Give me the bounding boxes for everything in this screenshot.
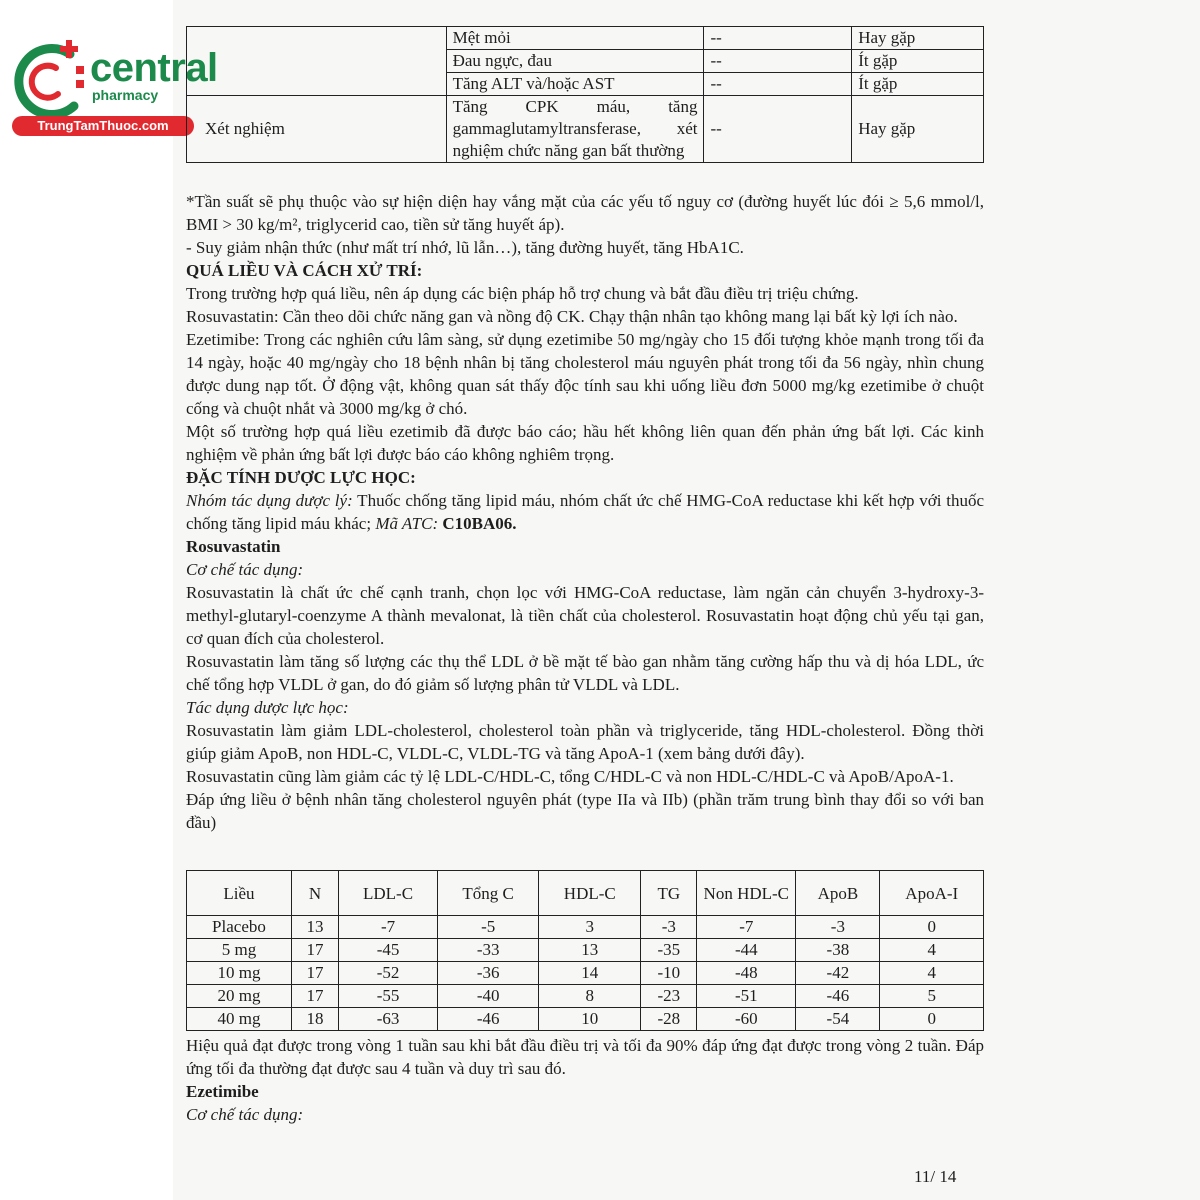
table-cell: 0 <box>880 1008 984 1031</box>
value-cell: -- <box>704 73 852 96</box>
atc-code: C10BA06. <box>438 514 517 533</box>
table-cell: 4 <box>880 962 984 985</box>
effect-cell: Mệt mỏi <box>446 27 704 50</box>
table-cell: -28 <box>641 1008 697 1031</box>
table-cell: 0 <box>880 916 984 939</box>
table-row <box>187 985 984 1008</box>
table-cell: -48 <box>697 962 796 985</box>
column-header: ApoA-I <box>880 871 984 916</box>
column-header: Non HDL-C <box>697 871 796 916</box>
table-cell: 4 <box>880 939 984 962</box>
table-cell: -44 <box>697 939 796 962</box>
group-cell: Xét nghiệm <box>187 96 447 163</box>
table-cell: -46 <box>438 1008 539 1031</box>
table-cell: -3 <box>641 916 697 939</box>
effect-cell: Đau ngực, đau <box>446 50 704 73</box>
table-cell: 18 <box>291 1008 338 1031</box>
pharmacological-group <box>186 489 984 535</box>
table-cell: 14 <box>539 962 641 985</box>
table-cell: -5 <box>438 916 539 939</box>
table-cell: -7 <box>339 916 438 939</box>
table-cell: -52 <box>339 962 438 985</box>
table-cell: 13 <box>291 916 338 939</box>
table-cell: 5 <box>880 985 984 1008</box>
mechanism-label: Cơ chế tác dụng: <box>186 1105 304 1124</box>
group-label: Nhóm tác dụng dược lý: <box>186 491 353 510</box>
value-cell: -- <box>704 96 852 163</box>
frequency-cell: Hay gặp <box>852 27 984 50</box>
table-row <box>187 939 984 962</box>
value-cell: -- <box>704 27 852 50</box>
frequency-cell: Ít gặp <box>852 50 984 73</box>
group-text: Thuốc chống tăng lipid máu, nhóm chất ức chế HMG-CoA reductase khi kết hợp với thuốc chống tăng lipid máu khác; <box>186 491 984 533</box>
footnote-cognitive: - Suy giảm nhận thức (như mất trí nhớ, lũ lẫn…), tăng đường huyết, tăng HbA1C. <box>186 238 744 257</box>
table-cell: -46 <box>796 985 880 1008</box>
overdose-paragraph: Rosuvastatin: Cần theo dõi chức năng gan và nồng độ CK. Chạy thận nhân tạo không mang lại bất kỳ lợi ích nào. <box>186 307 958 326</box>
table-cell: -7 <box>697 916 796 939</box>
ezetimibe-title: Ezetimibe <box>186 1082 259 1101</box>
column-header: TG <box>641 871 697 916</box>
table-cell: Placebo <box>187 916 292 939</box>
table-cell: 40 mg <box>187 1008 292 1031</box>
overdose-paragraph: Một số trường hợp quá liều ezetimib đã được báo cáo; hầu hết không liên quan đến phản ứng bất lợi. Các kinh nghiệm về phản ứng bất lợi được báo cáo không nghiêm trọng. <box>186 422 984 464</box>
table-cell: 17 <box>291 985 338 1008</box>
table-cell: -54 <box>796 1008 880 1031</box>
mechanism-paragraph: Rosuvastatin làm tăng số lượng các thụ thể LDL ở bề mặt tế bào gan nhằm tăng cường hấp thu và dị hóa LDL, ức chế tổng hợp VLDL ở gan, do đó giảm số lượng phân tử VLDL và LDL. <box>186 652 984 694</box>
column-header: Liều <box>187 871 292 916</box>
side-effects-table <box>186 26 984 163</box>
column-header: LDL-C <box>339 871 438 916</box>
overdose-heading: QUÁ LIỀU VÀ CÁCH XỬ TRÍ: <box>186 261 423 280</box>
table-cell: 8 <box>539 985 641 1008</box>
effect-cell: Tăng ALT và/hoặc AST <box>446 73 704 96</box>
table-cell: 17 <box>291 939 338 962</box>
table-cell: -3 <box>796 916 880 939</box>
value-cell: -- <box>704 50 852 73</box>
effect-cell: Tăng CPK máu, tăng gammaglutamyltransferase, xét nghiệm chức năng gan bất thường <box>446 96 704 163</box>
table-cell: -40 <box>438 985 539 1008</box>
table-cell: -63 <box>339 1008 438 1031</box>
mechanism-label: Cơ chế tác dụng: <box>186 560 304 579</box>
table-cell: -23 <box>641 985 697 1008</box>
table-cell: 17 <box>291 962 338 985</box>
column-header: Tổng C <box>438 871 539 916</box>
table-cell: -38 <box>796 939 880 962</box>
overdose-paragraph: Trong trường hợp quá liều, nên áp dụng các biện pháp hỗ trợ chung và bắt đầu điều trị triệu chứng. <box>186 284 859 303</box>
table-cell: -42 <box>796 962 880 985</box>
table-cell: -45 <box>339 939 438 962</box>
table-cell: 10 <box>539 1008 641 1031</box>
page-number: 11/ 14 <box>914 1167 957 1186</box>
dose-table-body <box>187 916 984 1031</box>
table-cell: -10 <box>641 962 697 985</box>
mechanism-paragraph: Rosuvastatin là chất ức chế cạnh tranh, chọn lọc với HMG-CoA reductase, làm ngăn cản chuyển 3-hydroxy-3-methyl-glutaryl-coenzyme A thành mevalonat, là tiền chất của cholesterol. Rosuvastatin hoạt động chủ yếu tại gan, cơ quan đích của cholesterol. <box>186 583 984 648</box>
table-cell: -55 <box>339 985 438 1008</box>
column-header: N <box>291 871 338 916</box>
rosuvastatin-title: Rosuvastatin <box>186 537 281 556</box>
document-body <box>186 190 984 834</box>
dose-response-caption: Đáp ứng liều ở bệnh nhân tăng cholesterol nguyên phát (type IIa và IIb) (phần trăm trung bình thay đổi so với ban đầu) <box>186 790 984 832</box>
pharmacodynamic-label: Tác dụng dược lực học: <box>186 698 349 717</box>
table-header-row <box>187 871 984 916</box>
pharmacodynamic-paragraph: Rosuvastatin làm giảm LDL-cholesterol, cholesterol toàn phần và triglyceride, tăng HDL-cholesterol. Đồng thời giúp giảm ApoB, non HDL-C, VLDL-C, VLDL-TG và tăng ApoA-1 (xem bảng dưới đây). <box>186 721 984 763</box>
table-cell: 5 mg <box>187 939 292 962</box>
table-row <box>187 916 984 939</box>
table-row <box>187 27 984 50</box>
frequency-cell: Ít gặp <box>852 73 984 96</box>
table-cell: 3 <box>539 916 641 939</box>
document-body-end <box>186 1034 984 1126</box>
logo-subtitle: pharmacy <box>92 87 159 103</box>
pharmacodynamics-heading: ĐẶC TÍNH DƯỢC LỰC HỌC: <box>186 468 416 487</box>
logo-brand: central <box>90 46 218 90</box>
table-row <box>187 962 984 985</box>
column-header: HDL-C <box>539 871 641 916</box>
pharmacodynamic-paragraph: Rosuvastatin cũng làm giảm các tỷ lệ LDL-C/HDL-C, tổng C/HDL-C và non HDL-C/HDL-C và ApoB/ApoA-1. <box>186 767 954 786</box>
table-cell: 20 mg <box>187 985 292 1008</box>
table-cell: 10 mg <box>187 962 292 985</box>
table-row <box>187 1008 984 1031</box>
efficacy-paragraph: Hiệu quả đạt được trong vòng 1 tuần sau khi bắt đầu điều trị và tối đa 90% đáp ứng đạt được trong vòng 2 tuần. Đáp ứng tối đa thường đạt được sau 4 tuần và duy trì sau đó. <box>186 1036 984 1078</box>
table-cell: 13 <box>539 939 641 962</box>
logo-banner[interactable]: TrungTamThuoc.com <box>12 116 194 136</box>
frequency-cell: Hay gặp <box>852 96 984 163</box>
table-cell: -51 <box>697 985 796 1008</box>
table-cell: -35 <box>641 939 697 962</box>
footnote-frequency: *Tần suất sẽ phụ thuộc vào sự hiện diện hay vắng mặt của các yếu tố nguy cơ (đường huyết lúc đói ≥ 5,6 mmol/l, BMI > 30 kg/m², triglycerid cao, tiền sử tăng huyết áp). <box>186 192 984 234</box>
overdose-paragraph: Ezetimibe: Trong các nghiên cứu lâm sàng, sử dụng ezetimibe 50 mg/ngày cho 15 đối tượng khỏe mạnh trong tối đa 14 ngày, hoặc 40 mg/ngày cho 18 bệnh nhân bị tăng cholesterol máu nguyên phát trong tối đa 56 ngày, nhìn chung được dung nạp tốt. Ở động vật, không quan sát thấy độc tính sau khi uống liều đơn 5000 mg/kg ezetimibe ở chuột cống và chuột nhắt và 3000 mg/kg ở chó. <box>186 330 984 418</box>
table-row <box>187 96 984 163</box>
column-header: ApoB <box>796 871 880 916</box>
table-cell: -60 <box>697 1008 796 1031</box>
atc-label: Mã ATC: <box>375 514 439 533</box>
dose-response-table <box>186 870 984 1031</box>
table-cell: -36 <box>438 962 539 985</box>
table-cell: -33 <box>438 939 539 962</box>
